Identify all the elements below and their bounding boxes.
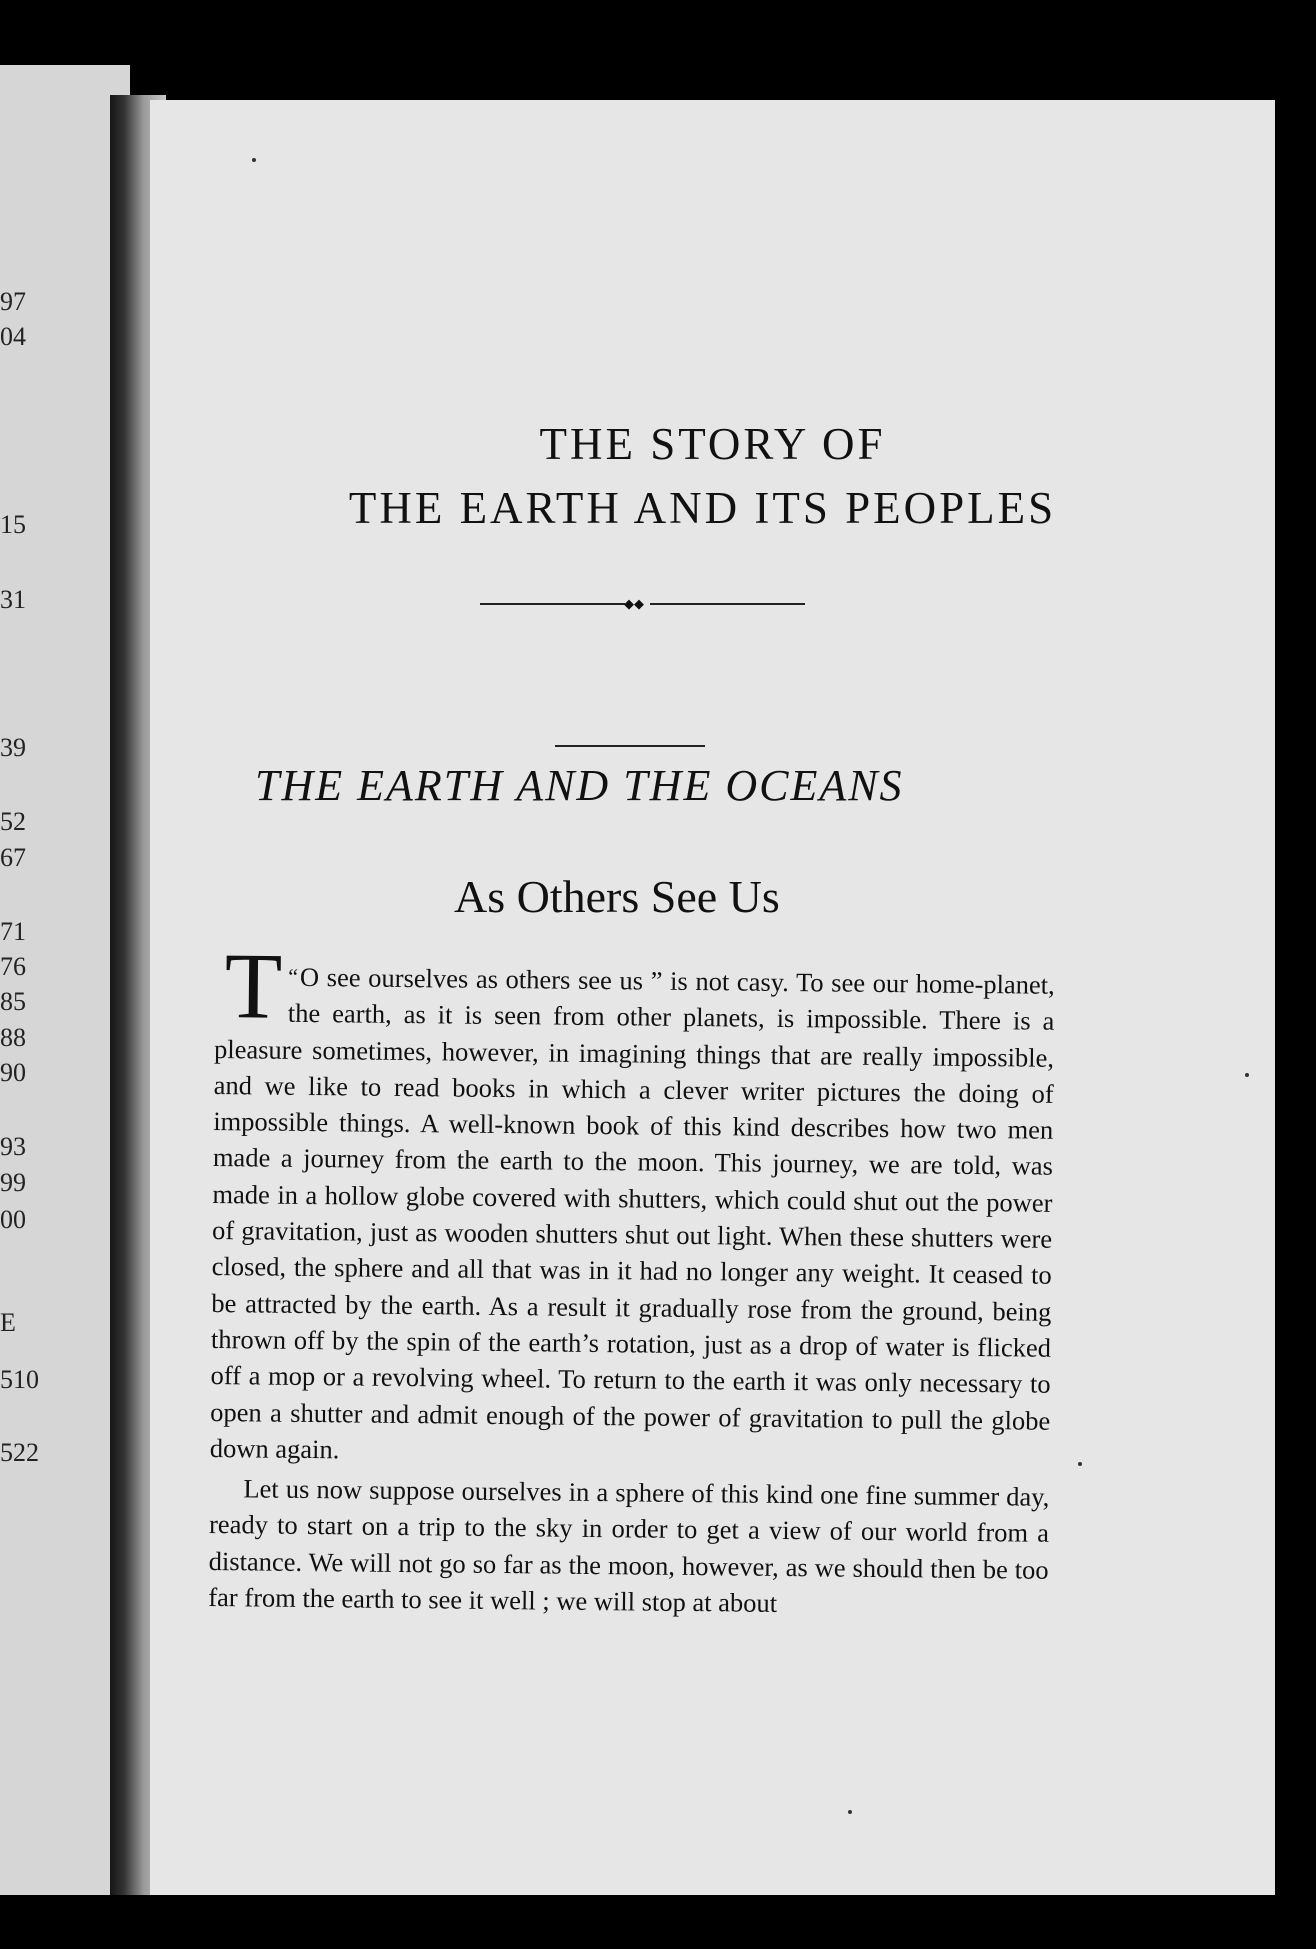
paragraph-1 [209,934,1055,1475]
speck [848,1810,852,1814]
page-number: 67 [0,843,26,872]
body-text [208,934,1055,1651]
divider-rule [555,745,705,747]
page-number: 31 [0,585,26,614]
ornament-icon: ◆◆ [624,596,644,611]
section-title: THE EARTH AND THE OCEANS [255,761,904,810]
page-number: 00 [0,1205,26,1234]
chapter-heading: As Others See Us [454,871,780,922]
divider-rule-left [480,603,625,605]
page-number: 71 [0,917,26,946]
page-number: 85 [0,987,26,1016]
book-title-line2: THE EARTH AND ITS PEOPLES [348,483,1057,533]
page-number: 39 [0,733,26,762]
paragraph-1-text: O see ourselves as others see us ” is not casy. To see our home-planet, the earth, as it is seen from other planets, is impossible. There is a pleasure sometimes, however, in imagining things that are really impossible, and we like to read books in which a clever writer pictures the doing of impossible things. A well-known book of this kind describes how two men made a journey from the earth to the moon. This journey, we are told, was made in a hollow globe covered with shutters, which could shut out the power of gravitation, just as wooden shutters shut out light. When these shutters were closed, the sphere and all that was in it had no longer any weight. It ceased to be attracted by the earth. As a result it gradually rose from the ground, being thrown off by the spin of the earth’s rotation, just as a drop of water is flicked off a mop or a revolving wheel. To return to the earth it was only necessary to open a shutter and admit enough of the power of gravitation to pull the globe down again. [209,961,1055,1465]
page-number: E [0,1308,16,1337]
page-number: 99 [0,1168,26,1197]
divider-rule-right [650,603,805,605]
page-number: 88 [0,1023,26,1052]
speck [1078,1462,1082,1466]
page-number: 90 [0,1058,26,1087]
paragraph-2: Let us now suppose ourselves in a sphere of this kind one fine summer day, ready to start on a trip to the sky in order to get a view of our world from a distance. We will not go so far as the moon, however, as we should then be too far from the earth to see it well ; we will stop at about [208,1473,1050,1618]
speck [1245,1073,1249,1077]
drop-cap: T [224,934,283,1039]
page-number: 93 [0,1132,26,1161]
page-number: 15 [0,510,26,539]
book-page [150,100,1275,1895]
opening-quote: “ [288,963,299,989]
speck [252,158,256,162]
page-number: 52 [0,807,26,836]
page-number: 510 [0,1365,39,1394]
book-title-line1: THE STORY OF [539,419,886,469]
page-number: 76 [0,952,26,981]
page-number: 04 [0,322,26,351]
page-number: 97 [0,287,26,316]
page-number: 522 [0,1438,39,1467]
